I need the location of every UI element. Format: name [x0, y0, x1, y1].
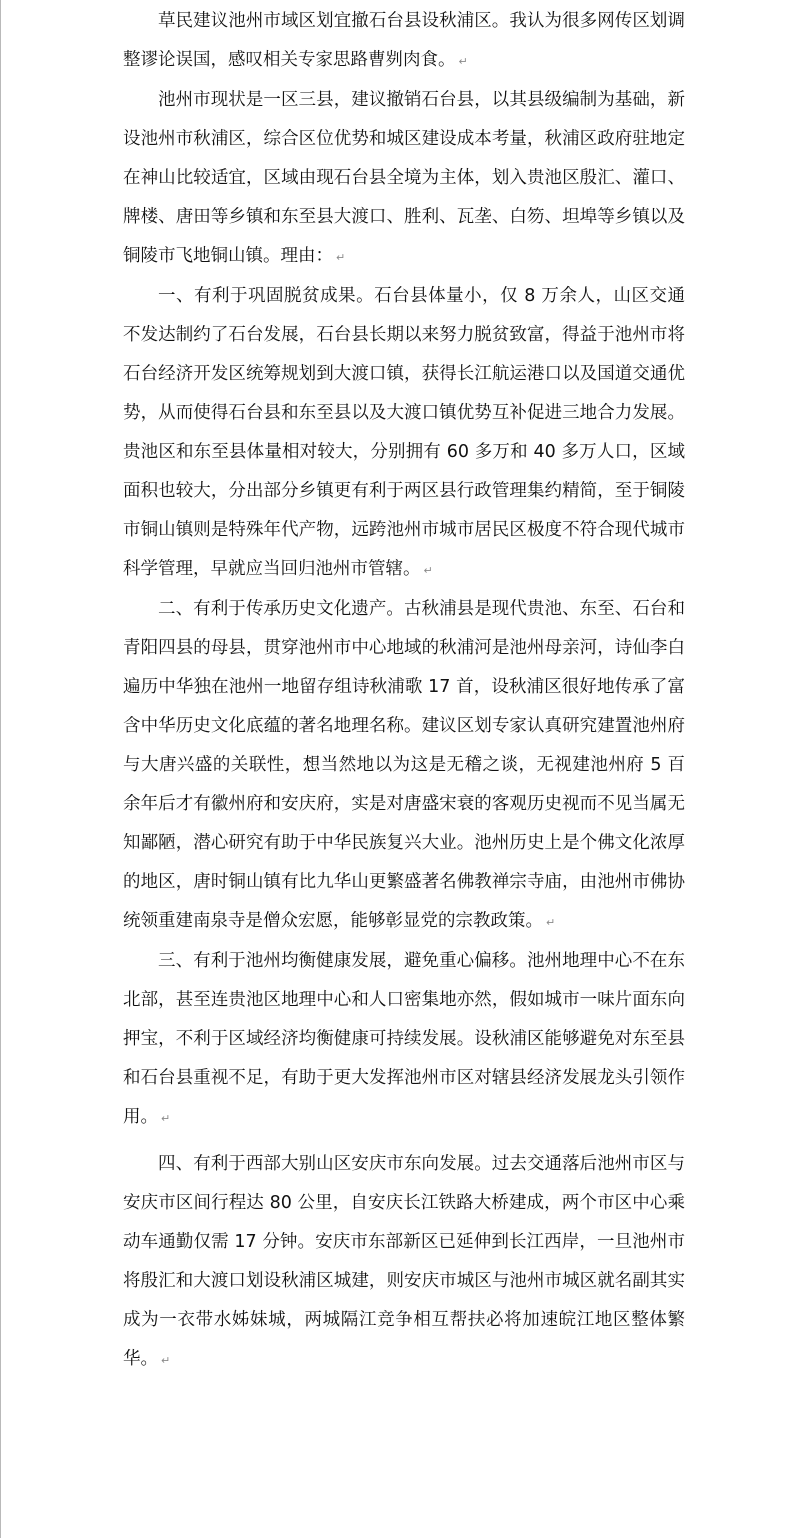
- paragraph-text: 三、有利于池州均衡健康发展，避免重心偏移。池州地理中心不在东北部，甚至连贵池区地理中心和人口密集地亦然，假如城市一味片面东向押宝，不利于区域经济均衡健康可持续发展。设秋浦区能够避免对东至县和石台县重视不足，有助于更大发挥池州市区对辖县经济发展龙头引领作用。: [123, 951, 685, 1127]
- paragraph-reason-two: [123, 590, 685, 942]
- paragraph-mark: ↵: [161, 1112, 171, 1125]
- paragraph-proposal: [123, 81, 685, 277]
- paragraph-mark: ↵: [423, 564, 433, 577]
- paragraph-mark: ↵: [336, 251, 346, 264]
- paragraph-text: 草民建议池州市域区划宜撤石台县设秋浦区。我认为很多网传区划调整谬论误国，感叹相关专家思路曹刿肉食。: [123, 11, 685, 70]
- paragraph-intro: [123, 2, 685, 81]
- paragraph-mark: ↵: [546, 916, 556, 929]
- paragraph-reason-four: [123, 1145, 685, 1380]
- paragraph-text: 二、有利于传承历史文化遗产。古秋浦县是现代贵池、东至、石台和青阳四县的母县，贯穿池州市中心地域的秋浦河是池州母亲河，诗仙李白遍历中华独在池州一地留存组诗秋浦歌 17 首，设秋浦区很好地传承了富含中华历史文化底蕴的著名地理名称。建议区划专家认真研究建置池州府与大唐兴盛的关联性，想当然地以为这是无稽之谈，无视建池州府 5 百余年后才有徽州府和安庆府，实是对唐盛宋衰的客观历史视而不见当属无知鄙陋，潜心研究有助于中华民族复兴大业。池州历史上是个佛文化浓厚的地区，唐时铜山镇有比九华山更繁盛著名佛教禅宗寺庙，由池州市佛协统领重建南泉寺是僧众宏愿，能够彰显党的宗教政策。: [123, 599, 685, 931]
- paragraph-reason-one: [123, 277, 685, 590]
- paragraph-text: 四、有利于西部大别山区安庆市东向发展。过去交通落后池州市区与安庆市区间行程达 80 公里，自安庆长江铁路大桥建成，两个市区中心乘动车通勤仅需 17 分钟。安庆市东部新区已延伸到长江西岸，一旦池州市将殷汇和大渡口划设秋浦区城建，则安庆市城区与池州市城区就名副其实成为一衣带水姊妹城，两城隔江竞争相互帮扶必将加速皖江地区整体繁华。: [123, 1154, 685, 1369]
- paragraph-mark: ↵: [458, 55, 468, 68]
- paragraph-reason-three: [123, 942, 685, 1138]
- paragraph-text: 池州市现状是一区三县，建议撤销石台县，以其县级编制为基础，新设池州市秋浦区，综合区位优势和城区建设成本考量，秋浦区政府驻地定在神山比较适宜，区域由现石台县全境为主体，划入贵池区殷汇、灌口、牌楼、唐田等乡镇和东至县大渡口、胜利、瓦垄、白笏、坦埠等乡镇以及铜陵市飞地铜山镇。理由：: [123, 90, 685, 266]
- paragraph-mark: ↵: [161, 1354, 171, 1367]
- document-body: [123, 2, 685, 1380]
- paragraph-text: 一、有利于巩固脱贫成果。石台县体量小，仅 8 万余人，山区交通不发达制约了石台发展，石台县长期以来努力脱贫致富，得益于池州市将石台经济开发区统筹规划到大渡口镇，获得长江航运港口以及国道交通优势，从而使得石台县和东至县以及大渡口镇优势互补促进三地合力发展。贵池区和东至县体量相对较大，分别拥有 60 多万和 40 多万人口，区域面积也较大，分出部分乡镇更有利于两区县行政管理集约精简，至于铜陵市铜山镇则是特殊年代产物，远跨池州市城市居民区极度不符合现代城市科学管理，早就应当回归池州市管辖。: [123, 286, 685, 579]
